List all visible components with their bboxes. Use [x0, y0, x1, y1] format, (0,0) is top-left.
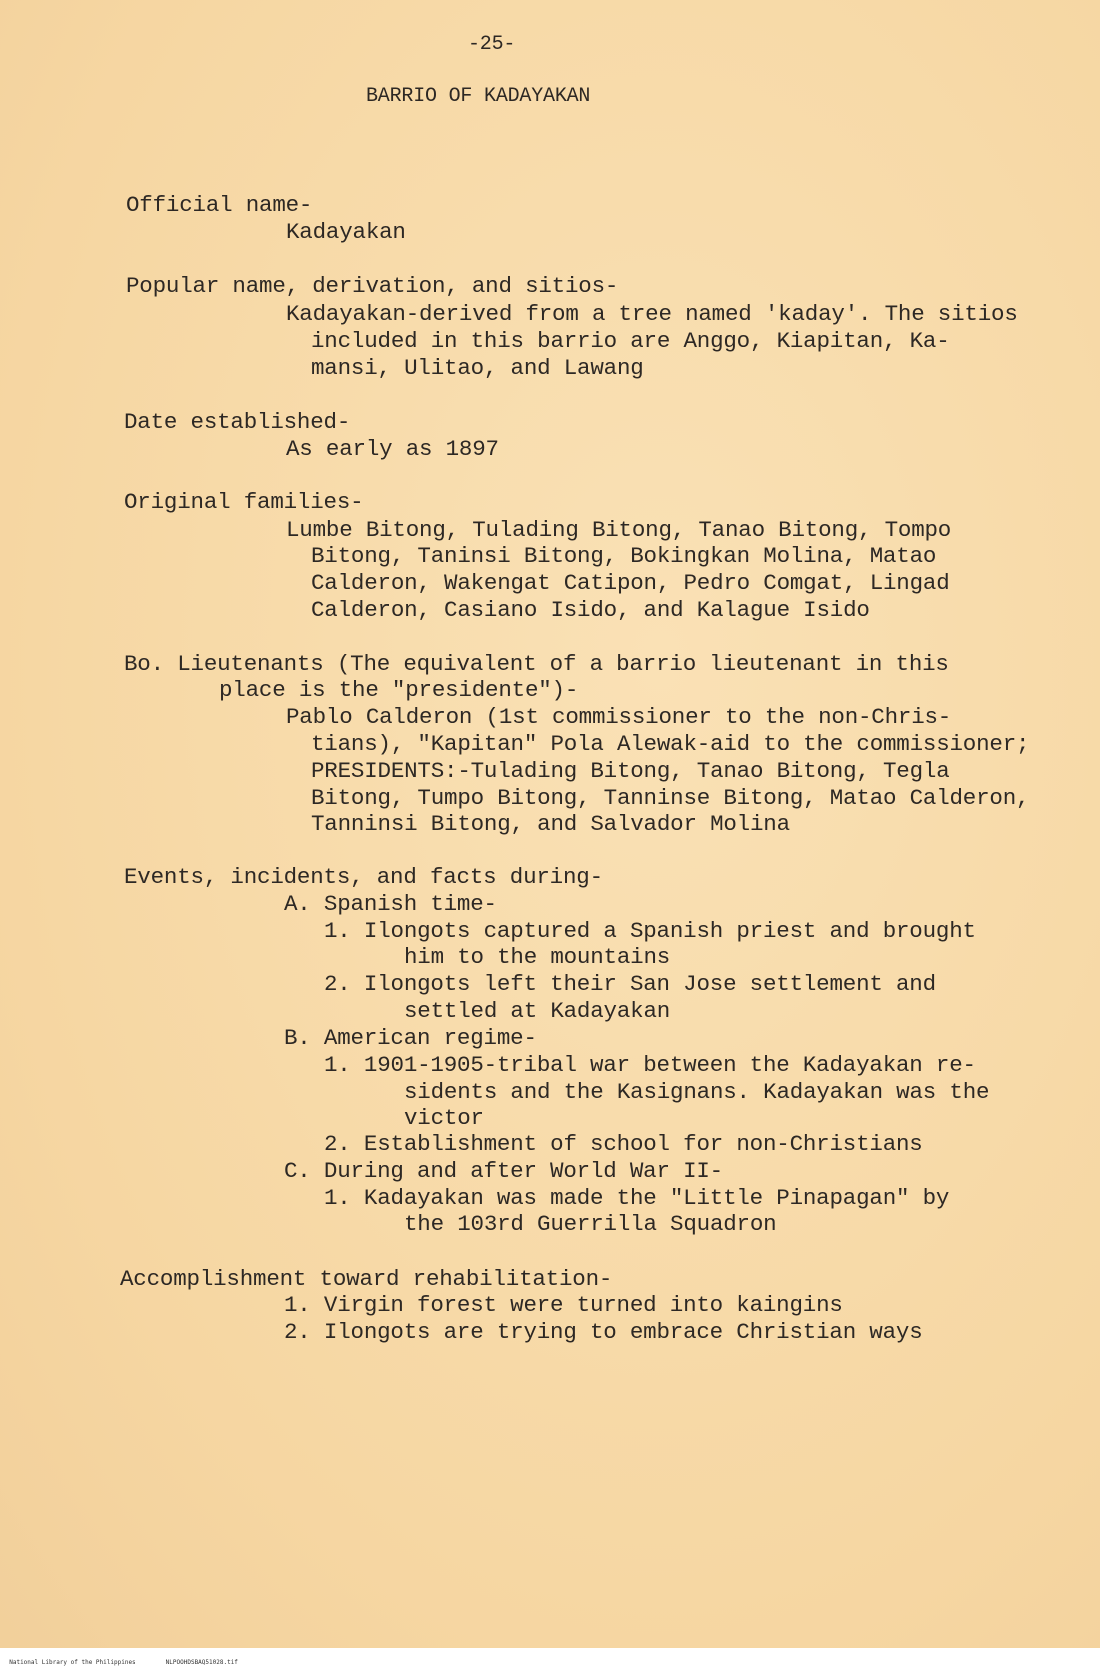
- events-a-label: A. Spanish time-: [284, 891, 497, 917]
- popular-name-line: Kadayakan-derived from a tree named 'kaday'. The sitios: [286, 301, 1018, 327]
- events-b1-line: victor: [404, 1105, 484, 1131]
- lieutenants-line: Tanninsi Bitong, and Salvador Molina: [311, 811, 790, 837]
- accomplishment-line: 2. Ilongots are trying to embrace Christian ways: [284, 1319, 923, 1345]
- events-a2-line: 2. Ilongots left their San Jose settlement and: [324, 971, 936, 997]
- events-b1-line: sidents and the Kasignans. Kadayakan was the: [404, 1079, 990, 1105]
- scan-footer: [0, 1648, 1100, 1666]
- lieutenants-line: tians), "Kapitan" Pola Alewak-aid to the commissioner;: [311, 731, 1030, 757]
- official-name-value: Kadayakan: [286, 219, 406, 245]
- page-title: BARRIO OF KADAYAKAN: [366, 85, 591, 108]
- events-c1-line: the 103rd Guerrilla Squadron: [404, 1211, 777, 1237]
- popular-name-line: included in this barrio are Anggo, Kiapitan, Ka-: [311, 328, 950, 354]
- lieutenants-line: PRESIDENTS:-Tulading Bitong, Tanao Bitong, Tegla: [311, 758, 950, 784]
- events-a1-line: 1. Ilongots captured a Spanish priest and brought: [324, 918, 976, 944]
- original-families-line: Calderon, Wakengat Catipon, Pedro Comgat, Lingad: [311, 570, 950, 596]
- popular-name-heading: Popular name, derivation, and sitios-: [126, 273, 619, 299]
- original-families-heading: Original families-: [124, 489, 364, 515]
- original-families-line: Bitong, Taninsi Bitong, Bokingkan Molina, Matao: [311, 543, 937, 569]
- events-heading: Events, incidents, and facts during-: [124, 864, 603, 890]
- events-b-label: B. American regime-: [284, 1025, 537, 1051]
- accomplishment-heading: Accomplishment toward rehabilitation-: [120, 1266, 613, 1292]
- original-families-line: Lumbe Bitong, Tulading Bitong, Tanao Bitong, Tompo: [286, 517, 952, 543]
- date-established-heading: Date established-: [124, 409, 351, 435]
- events-c1-line: 1. Kadayakan was made the "Little Pinapagan" by: [324, 1185, 950, 1211]
- events-b2-line: 2. Establishment of school for non-Christians: [324, 1131, 923, 1157]
- lieutenants-heading: Bo. Lieutenants (The equivalent of a barrio lieutenant in this: [124, 651, 949, 677]
- accomplishment-line: 1. Virgin forest were turned into kaingins: [284, 1292, 843, 1318]
- popular-name-line: mansi, Ulitao, and Lawang: [311, 355, 644, 381]
- events-c-label: C. During and after World War II-: [284, 1158, 723, 1184]
- page-number: -25-: [468, 33, 516, 56]
- lieutenants-line: Pablo Calderon (1st commissioner to the non-Chris-: [286, 704, 952, 730]
- original-families-line: Calderon, Casiano Isido, and Kalague Isido: [311, 597, 870, 623]
- footer-library: National Library of the Philippines: [9, 1659, 136, 1666]
- footer-filename: NLPOOHDSBAQ51028.tif: [165, 1659, 238, 1666]
- events-a2-line: settled at Kadayakan: [404, 998, 671, 1024]
- lieutenants-line: Bitong, Tumpo Bitong, Tanninse Bitong, Matao Calderon,: [311, 785, 1030, 811]
- events-a1-line: him to the mountains: [404, 944, 671, 970]
- events-b1-line: 1. 1901-1905-tribal war between the Kadayakan re-: [324, 1052, 976, 1078]
- date-established-value: As early as 1897: [286, 436, 499, 462]
- official-name-heading: Official name-: [126, 192, 313, 218]
- lieutenants-heading-cont: place is the "presidente")-: [219, 677, 579, 703]
